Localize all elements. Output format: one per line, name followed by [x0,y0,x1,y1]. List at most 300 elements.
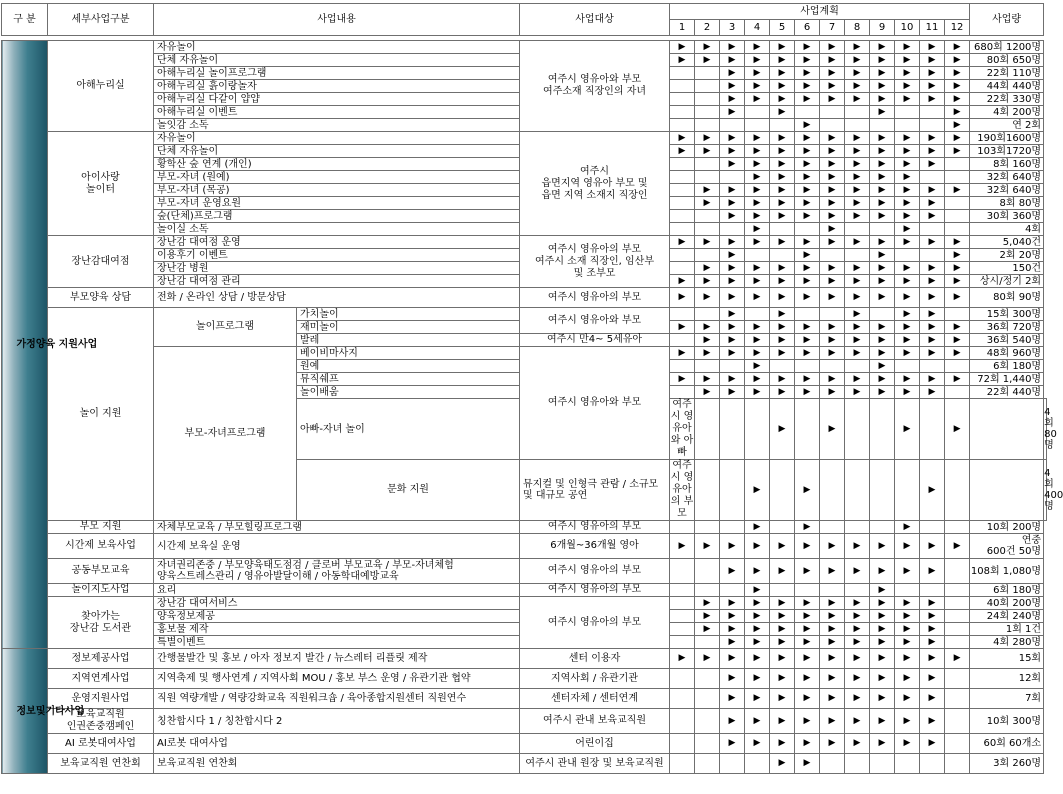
month-marker [745,754,770,774]
month-marker: ▶ [845,649,870,669]
month-marker [720,119,745,132]
month-marker: ▶ [920,373,945,386]
month-marker [945,689,970,709]
month-marker: ▶ [795,184,820,197]
month-marker: ▶ [795,236,820,249]
month-marker: ▶ [720,145,745,158]
month-marker [670,709,695,734]
month-marker: ▶ [820,610,845,623]
business-amount: 680회 1200명 [970,41,1044,54]
business-target: 지역사회 / 유관기관 [520,669,670,689]
month-marker: ▶ [945,67,970,80]
month-marker: ▶ [870,145,895,158]
month-marker [745,106,770,119]
month-marker: ▶ [920,636,945,649]
month-marker [945,360,970,373]
month-header: 3 [720,20,745,36]
month-marker: ▶ [895,399,920,460]
month-marker: ▶ [770,236,795,249]
business-content: 간행물발간 및 홍보 / 아자 정보지 발간 / 뉴스레터 리플릿 제작 [154,649,520,669]
month-marker: ▶ [945,399,970,460]
month-marker: ▶ [770,184,795,197]
month-marker: ▶ [795,559,820,584]
business-content: 전화 / 온라인 상담 / 방문상담 [154,288,520,308]
month-marker [945,669,970,689]
month-marker [770,460,795,521]
month-marker: ▶ [870,210,895,223]
month-marker [795,399,820,460]
month-marker [945,460,970,521]
month-marker: ▶ [870,171,895,184]
table-row [2,559,1047,584]
business-content: 원예 [297,360,520,373]
month-marker: ▶ [695,373,720,386]
month-marker: ▶ [720,210,745,223]
month-marker: ▶ [820,347,845,360]
month-marker: ▶ [845,210,870,223]
month-marker: ▶ [870,734,895,754]
sub-business: AI 로봇대여사업 [48,734,154,754]
month-marker: ▶ [795,119,820,132]
month-marker: ▶ [945,262,970,275]
month-marker: ▶ [920,623,945,636]
month-marker: ▶ [895,321,920,334]
month-marker: ▶ [945,288,970,308]
month-marker [770,521,795,534]
month-marker [695,360,720,373]
month-marker: ▶ [870,559,895,584]
business-amount: 4회 80명 [1044,399,1047,460]
month-marker [720,360,745,373]
month-marker: ▶ [845,308,870,321]
month-marker: ▶ [720,597,745,610]
month-marker [795,106,820,119]
month-marker [670,106,695,119]
month-marker [745,308,770,321]
month-marker: ▶ [845,275,870,288]
month-marker: ▶ [770,534,795,559]
month-marker: ▶ [845,610,870,623]
month-marker: ▶ [820,669,845,689]
month-marker [795,223,820,236]
month-marker: ▶ [845,386,870,399]
month-marker: ▶ [795,386,820,399]
month-marker: ▶ [945,249,970,262]
month-marker: ▶ [895,559,920,584]
month-marker: ▶ [795,171,820,184]
month-marker: ▶ [795,521,820,534]
month-marker: ▶ [820,197,845,210]
month-marker: ▶ [845,373,870,386]
month-marker: ▶ [695,534,720,559]
month-marker: ▶ [895,288,920,308]
month-marker [820,584,845,597]
month-marker: ▶ [895,347,920,360]
month-marker: ▶ [895,145,920,158]
month-marker: ▶ [720,347,745,360]
month-marker: ▶ [820,689,845,709]
table-row [2,41,1047,54]
month-marker: ▶ [895,669,920,689]
month-marker: ▶ [870,636,895,649]
month-marker: ▶ [870,709,895,734]
month-marker [820,119,845,132]
month-marker [670,184,695,197]
business-target: 여주시 영유아와 부모 여주소재 직장인의 자녀 [520,41,670,132]
month-marker: ▶ [795,41,820,54]
month-marker: ▶ [720,610,745,623]
business-content: 요리 [154,584,520,597]
month-marker: ▶ [770,559,795,584]
month-marker: ▶ [795,275,820,288]
month-marker [795,584,820,597]
month-marker: ▶ [870,334,895,347]
business-content: 발레 [297,334,520,347]
month-marker: ▶ [795,145,820,158]
month-marker [920,360,945,373]
month-marker: ▶ [870,597,895,610]
business-target: 어린이집 [520,734,670,754]
month-marker: ▶ [920,649,945,669]
month-marker: ▶ [795,67,820,80]
month-marker [695,399,720,460]
month-marker: ▶ [945,93,970,106]
business-content: 자유놀이 [154,132,520,145]
month-marker [895,584,920,597]
month-marker: ▶ [745,158,770,171]
month-marker: ▶ [770,288,795,308]
month-marker: ▶ [745,709,770,734]
month-header: 12 [945,20,970,36]
table-row [2,288,1047,308]
month-marker: ▶ [695,288,720,308]
business-amount: 8회 80명 [970,197,1044,210]
table-row [2,754,1047,774]
month-marker: ▶ [895,197,920,210]
month-marker: ▶ [720,249,745,262]
month-marker: ▶ [870,534,895,559]
month-marker: ▶ [720,67,745,80]
month-marker: ▶ [945,236,970,249]
month-marker: ▶ [820,321,845,334]
month-marker [670,669,695,689]
month-marker: ▶ [720,386,745,399]
month-marker [820,106,845,119]
month-marker [695,93,720,106]
month-marker [895,106,920,119]
month-marker: ▶ [795,610,820,623]
business-amount: 36회 540명 [970,334,1044,347]
month-marker: ▶ [945,534,970,559]
month-marker: ▶ [820,559,845,584]
month-marker: ▶ [745,321,770,334]
month-marker: ▶ [745,610,770,623]
month-marker: ▶ [795,334,820,347]
month-marker: ▶ [695,132,720,145]
month-marker: ▶ [845,559,870,584]
month-marker [945,210,970,223]
month-marker: ▶ [695,145,720,158]
month-marker: ▶ [745,347,770,360]
month-marker: ▶ [920,210,945,223]
month-marker [670,623,695,636]
business-target: 여주시 영유아와 부모 [520,308,670,334]
month-header: 5 [770,20,795,36]
month-marker: ▶ [695,347,720,360]
month-marker: ▶ [820,649,845,669]
month-marker [895,119,920,132]
month-marker [945,158,970,171]
business-target: 여주시 만4~ 5세유아 [520,334,670,347]
month-marker: ▶ [870,54,895,67]
month-marker: ▶ [870,93,895,106]
month-marker: ▶ [745,67,770,80]
month-marker: ▶ [745,386,770,399]
month-marker [695,559,720,584]
month-marker: ▶ [745,534,770,559]
business-content: 뮤직쉐프 [297,373,520,386]
month-marker [720,399,745,460]
business-amount: 연중 600건 50명 [970,534,1044,559]
month-marker [870,223,895,236]
business-content: 양육정보제공 [154,610,520,623]
month-marker [795,360,820,373]
month-marker: ▶ [720,534,745,559]
business-amount: 연 2회 [970,119,1044,132]
month-marker: ▶ [770,636,795,649]
month-marker [920,171,945,184]
month-marker: ▶ [745,275,770,288]
month-marker: ▶ [795,534,820,559]
month-marker: ▶ [795,158,820,171]
business-content: 이용후기 이벤트 [154,249,520,262]
month-marker: ▶ [745,597,770,610]
business-target: 여주시 관내 원장 및 보육교직원 [520,754,670,774]
month-marker [970,399,1044,460]
month-marker [870,308,895,321]
month-marker: ▶ [795,54,820,67]
month-marker: ▶ [720,236,745,249]
month-marker: ▶ [820,636,845,649]
month-marker: ▶ [920,597,945,610]
month-marker: ▶ [795,262,820,275]
month-marker: ▶ [870,584,895,597]
month-marker [845,106,870,119]
month-marker: ▶ [920,41,945,54]
month-marker [945,521,970,534]
month-marker: ▶ [870,275,895,288]
business-target: 여주시 영유아의 부모 [520,288,670,308]
month-marker: ▶ [745,734,770,754]
month-marker: ▶ [895,334,920,347]
month-marker: ▶ [920,236,945,249]
month-marker [820,249,845,262]
month-marker: ▶ [870,80,895,93]
business-content: 부모-자녀 (원예) [154,171,520,184]
month-marker: ▶ [770,210,795,223]
business-content: 놀이배움 [297,386,520,399]
month-marker [820,308,845,321]
month-marker: ▶ [820,709,845,734]
month-marker: ▶ [720,41,745,54]
month-marker: ▶ [920,308,945,321]
month-marker: ▶ [845,689,870,709]
month-marker: ▶ [845,347,870,360]
month-marker [670,559,695,584]
month-marker: ▶ [770,347,795,360]
month-marker: ▶ [745,584,770,597]
month-marker: ▶ [770,106,795,119]
month-marker: ▶ [820,534,845,559]
month-marker: ▶ [745,649,770,669]
sub-business: 부모 지원 [48,521,154,534]
month-marker [845,754,870,774]
month-marker: ▶ [820,145,845,158]
month-marker: ▶ [870,623,895,636]
month-marker: ▶ [920,610,945,623]
month-marker: ▶ [895,521,920,534]
month-marker [670,158,695,171]
month-marker: ▶ [820,334,845,347]
month-marker [695,210,720,223]
month-header: 6 [795,20,820,36]
business-content: 숲(단체)프로그램 [154,210,520,223]
month-marker: ▶ [845,93,870,106]
month-marker: ▶ [920,54,945,67]
month-marker: ▶ [895,93,920,106]
month-marker [745,399,770,460]
month-marker [695,754,720,774]
month-marker: ▶ [845,623,870,636]
month-marker: ▶ [820,597,845,610]
business-content: 베이비마사지 [297,347,520,360]
business-amount: 60회 60개소 [970,734,1044,754]
month-marker: ▶ [770,386,795,399]
table-row [2,236,1047,249]
month-header: 8 [845,20,870,36]
month-marker [670,689,695,709]
month-marker: ▶ [770,334,795,347]
month-marker: ▶ [820,262,845,275]
month-marker: ▶ [870,373,895,386]
month-marker: ▶ [770,734,795,754]
month-marker: ▶ [770,197,795,210]
month-marker: ▶ [920,669,945,689]
month-marker: ▶ [695,321,720,334]
month-marker [670,610,695,623]
business-amount: 44회 440명 [970,80,1044,93]
month-marker [720,521,745,534]
month-marker [670,67,695,80]
month-marker: ▶ [720,559,745,584]
month-marker [695,709,720,734]
month-marker: ▶ [945,334,970,347]
month-marker [670,197,695,210]
sub-business: 정보제공사업 [48,649,154,669]
business-amount: 22회 440명 [970,386,1044,399]
header-target: 사업대상 [520,4,670,36]
business-amount: 24회 240명 [970,610,1044,623]
month-marker [670,171,695,184]
month-marker: ▶ [745,80,770,93]
month-marker: ▶ [845,41,870,54]
sub-business: 놀이 지원 [48,308,154,521]
month-marker: ▶ [870,67,895,80]
month-marker: ▶ [945,373,970,386]
month-marker: ▶ [820,67,845,80]
month-marker: ▶ [745,262,770,275]
month-marker: ▶ [895,223,920,236]
month-marker: ▶ [770,158,795,171]
month-marker: ▶ [895,67,920,80]
month-marker: ▶ [870,197,895,210]
category-family: 가정양육 지원사업 [2,41,48,649]
business-amount: 2회 20명 [970,249,1044,262]
business-amount: 15회 [970,649,1044,669]
table-row [2,521,1047,534]
month-marker: ▶ [870,132,895,145]
business-amount: 4회 200명 [970,106,1044,119]
month-marker [695,669,720,689]
month-marker: ▶ [870,386,895,399]
month-marker [695,689,720,709]
month-marker [670,386,695,399]
month-marker: ▶ [695,386,720,399]
month-marker: ▶ [820,80,845,93]
month-marker [670,210,695,223]
month-marker: ▶ [895,636,920,649]
month-marker [720,754,745,774]
month-marker [945,597,970,610]
month-marker: ▶ [770,373,795,386]
month-marker: ▶ [820,288,845,308]
month-marker: ▶ [745,636,770,649]
month-marker: ▶ [745,210,770,223]
month-marker: ▶ [770,308,795,321]
month-marker: ▶ [770,54,795,67]
month-marker: ▶ [670,288,695,308]
month-marker: ▶ [820,41,845,54]
business-content: 장난감 대여점 관리 [154,275,520,288]
header-detail: 세부사업구분 [48,4,154,36]
month-marker [820,521,845,534]
month-marker: ▶ [820,275,845,288]
month-marker: ▶ [795,93,820,106]
month-marker: ▶ [720,158,745,171]
month-marker: ▶ [795,80,820,93]
month-marker [695,521,720,534]
table-row [2,597,1047,610]
month-marker: ▶ [920,321,945,334]
business-content: 놀이실 소독 [154,223,520,236]
month-marker: ▶ [720,262,745,275]
month-marker: ▶ [795,734,820,754]
business-content: 장난감 대여점 운영 [154,236,520,249]
month-marker: ▶ [870,262,895,275]
business-content: 자체부모교육 / 부모힐링프로그램 [154,521,520,534]
business-amount: 190회1600명 [970,132,1044,145]
month-marker: ▶ [720,275,745,288]
month-marker: ▶ [745,334,770,347]
month-marker: ▶ [670,54,695,67]
table-row [2,689,1047,709]
month-marker [670,597,695,610]
month-marker: ▶ [895,373,920,386]
month-marker: ▶ [695,197,720,210]
month-marker: ▶ [895,534,920,559]
month-marker: ▶ [920,132,945,145]
business-content: 자유놀이 [154,41,520,54]
